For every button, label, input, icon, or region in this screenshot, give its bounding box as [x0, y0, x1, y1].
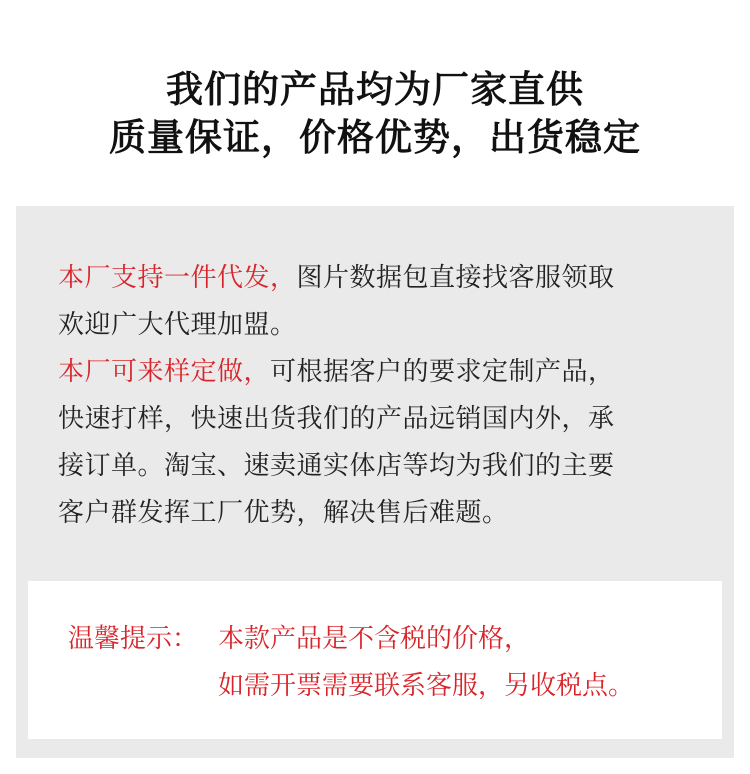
dropship-text-1: 图片数据包直接找客服领取 [296, 263, 615, 293]
info-text [58, 255, 698, 537]
custom-text-1: 可根据客户的要求定制产品， [270, 357, 615, 387]
notice-line-1: 本款产品是不含税的价格， [218, 624, 531, 654]
paragraph-dropship-line-1 [58, 255, 698, 302]
paragraph-custom-line-1 [58, 349, 698, 396]
notice-box [28, 581, 722, 739]
paragraph-custom-line-3: 接订单。淘宝、速卖通实体店等均为我们的主要 [58, 451, 615, 481]
title-line-1: 我们的产品均为厂家直供 [166, 68, 584, 111]
notice-label: 温馨提示： [68, 624, 199, 654]
page-title [0, 66, 750, 162]
title-line-2: 质量保证，价格优势，出货稳定 [109, 116, 641, 159]
paragraph-custom-line-2: 快速打样，快速出货我们的产品远销国内外，承 [58, 404, 615, 434]
paragraph-dropship-line-2: 欢迎广大代理加盟。 [58, 310, 297, 340]
notice-line-2: 如需开票需要联系客服，另收税点。 [218, 671, 635, 701]
paragraph-custom-line-4: 客户群发挥工厂优势，解决售后难题。 [58, 498, 509, 528]
custom-highlight: 本厂可来样定做， [58, 357, 271, 387]
dropship-highlight: 本厂支持一件代发， [58, 263, 297, 293]
